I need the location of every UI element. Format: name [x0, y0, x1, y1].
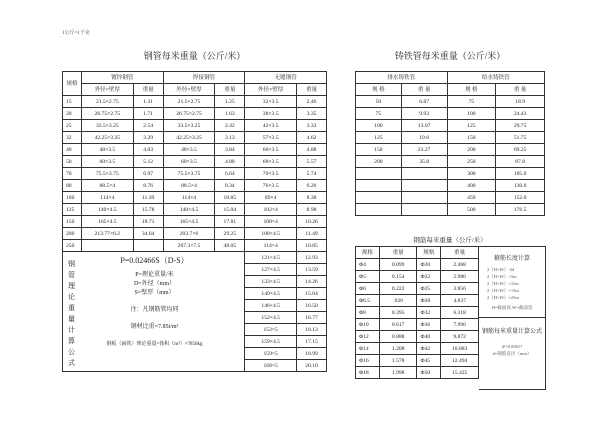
table-row [356, 271, 479, 283]
galv-weight: 34.64 [133, 228, 163, 240]
seamless-weight: 15.04 [297, 288, 327, 300]
weld-outer: 48×3.5 [163, 144, 215, 156]
rebar-weight: 2.468 [441, 259, 479, 271]
empty-cell [356, 180, 402, 192]
spec: 32 [63, 132, 82, 144]
galv-weight: 1.31 [133, 96, 163, 108]
weld-weight: 3.13 [215, 132, 245, 144]
seamless-weight: 8.98 [297, 204, 327, 216]
rebar-spec: Φ12 [356, 331, 380, 343]
table-row [63, 240, 327, 252]
empty-cell [356, 192, 402, 204]
weld-outer: 75.5×3.75 [163, 168, 215, 180]
supply-spec: 500 [447, 204, 496, 216]
galv-outer: 60×3.5 [81, 156, 133, 168]
calc-legend: d=钢筋直径（mm） [492, 351, 532, 356]
weld-outer: 88.5×4 [163, 180, 215, 192]
rebar-weight: 0.222 [379, 283, 417, 295]
supply-spec: 100 [447, 108, 496, 120]
supply-spec: 150 [447, 132, 496, 144]
seamless-weight: 3.33 [297, 120, 327, 132]
col-spec: 规 格 [447, 84, 496, 96]
spec: 20 [63, 108, 82, 120]
weld-weight: 15.04 [215, 204, 245, 216]
galv-weight: 11.39 [133, 192, 163, 204]
col-spec: 规格 [417, 247, 441, 259]
seamless-outer: 140×4.5 [245, 288, 297, 300]
rebar-spec: Φ20 [417, 259, 441, 271]
supply-spec: 75 [447, 96, 496, 108]
galv-outer: 75.5×3.75 [81, 168, 133, 180]
seamless-outer: 152×4.5 [245, 312, 297, 324]
seamless-outer: 108×4.5 [245, 228, 297, 240]
seamless-weight: 4.88 [297, 144, 327, 156]
seamless-outer: 146×4.5 [245, 300, 297, 312]
supply-weight: 176.5 [496, 204, 545, 216]
seamless-outer: 70×3.5 [245, 168, 297, 180]
galv-outer: 26.75×2.75 [81, 108, 133, 120]
rebar-weight: 0.888 [379, 331, 417, 343]
seamless-weight: 5.74 [297, 168, 327, 180]
table-row [356, 259, 479, 271]
spec: 70 [63, 168, 82, 180]
supply-weight: 29.75 [496, 120, 545, 132]
table-row [356, 295, 479, 307]
rebar-weight: 4.837 [441, 295, 479, 307]
weld-weight: 1.63 [215, 108, 245, 120]
rebar-spec: Φ16 [356, 355, 380, 367]
hoop-title: 箍筋长度计算 [493, 256, 530, 262]
galv-outer: 48×3.5 [81, 144, 133, 156]
drain-weight: 23.27 [401, 144, 447, 156]
hoop-line: 2（H+W）+5m [487, 274, 517, 279]
rebar-table [355, 246, 479, 379]
rebar-weight: 12.494 [441, 355, 479, 367]
table-row [356, 204, 545, 216]
table-row [356, 319, 479, 331]
supply-spec: 300 [447, 168, 496, 180]
table-row [356, 283, 479, 295]
seamless-weight: 2.46 [297, 96, 327, 108]
galv-weight [133, 240, 163, 252]
table-row [356, 307, 479, 319]
weld-outer: 60×3.5 [163, 156, 215, 168]
galv-weight: 5.12 [133, 156, 163, 168]
rebar-title: 钢筋每米重量（公斤/米） [413, 237, 487, 244]
spec: 15 [63, 96, 82, 108]
supply-spec: 200 [447, 144, 496, 156]
galv-outer [81, 240, 133, 252]
table-row [63, 96, 327, 108]
seamless-weight: 6.26 [297, 180, 327, 192]
galv-outer: 42.25×3.25 [81, 132, 133, 144]
table-row [63, 180, 327, 192]
formula: P=0.02466S（D-S） [120, 255, 189, 265]
supply-weight: 24.43 [496, 108, 545, 120]
spec: 150 [63, 216, 82, 228]
table-row [356, 108, 545, 120]
seamless-outer: 89×4 [245, 192, 297, 204]
weld-weight: 29.25 [215, 228, 245, 240]
seamless-outer: 159×4.5 [245, 336, 297, 348]
table-row [356, 343, 479, 355]
col-weight: 重量 [441, 247, 479, 259]
rebar-weight: 1.208 [379, 343, 417, 355]
legend-d: D=外径（mm） [133, 280, 176, 287]
steel-title: 钢管每米重量（公斤/米） [143, 51, 246, 61]
drain-spec: 125 [356, 132, 402, 144]
seamless-weight: 11.49 [297, 228, 327, 240]
rebar-spec: Φ14 [356, 343, 380, 355]
seamless-outer: 102×4 [245, 204, 297, 216]
supply-weight: 69.25 [496, 144, 545, 156]
supply-spec: 400 [447, 180, 496, 192]
table-row [356, 192, 545, 204]
weld-weight: 48.05 [215, 240, 245, 252]
table-row [356, 156, 545, 168]
group-drain: 排水铸铁管 [356, 72, 448, 84]
calc-title: 钢筋每米重量计算公式 [481, 329, 542, 335]
seamless-outer: 114×4 [245, 240, 297, 252]
empty-cell [401, 192, 447, 204]
table-row [63, 108, 327, 120]
weld-outer: 33.5×3.25 [163, 120, 215, 132]
table-row [63, 192, 327, 204]
group-seamless: 无缝钢管 [245, 72, 327, 84]
empty-cell [401, 204, 447, 216]
weld-outer: 21.5×2.75 [163, 96, 215, 108]
spec: 25 [63, 120, 82, 132]
supply-weight: 105.0 [496, 168, 545, 180]
seamless-outer: 133×4.5 [245, 276, 297, 288]
supply-weight: 87.8 [496, 156, 545, 168]
table-row [63, 228, 327, 240]
seamless-weight: 12.93 [297, 252, 327, 264]
seamless-weight: 4.62 [297, 132, 327, 144]
drain-spec: 50 [356, 96, 402, 108]
seamless-outer: 168×5 [245, 360, 297, 372]
supply-spec: 125 [447, 120, 496, 132]
supply-weight: 51.75 [496, 132, 545, 144]
rebar-spec: Φ8 [356, 307, 380, 319]
drain-spec: 150 [356, 144, 402, 156]
seamless-weight: 17.15 [297, 336, 327, 348]
seamless-weight: 10.85 [297, 240, 327, 252]
seamless-weight: 16.50 [297, 300, 327, 312]
rebar-weight: 6.318 [441, 307, 479, 319]
supply-weight: 130.0 [496, 180, 545, 192]
seamless-outer: 57×3.5 [245, 132, 297, 144]
rebar-weight: 10.883 [441, 343, 479, 355]
spec: 250 [63, 240, 82, 252]
drain-spec: 200 [356, 156, 402, 168]
table-row [356, 180, 545, 192]
rebar-weight: 3.856 [441, 283, 479, 295]
weld-weight: 6.64 [215, 168, 245, 180]
spec: 125 [63, 204, 82, 216]
cast-title: 铸铁管每米重量（公斤/米） [394, 51, 506, 61]
rebar-spec: Φ5 [356, 271, 380, 283]
legend-s: S=壁厚（mm） [134, 289, 175, 296]
galv-outer: 114×4 [81, 192, 133, 204]
weld-outer: 42.25×3.25 [163, 132, 215, 144]
col-weight: 重 量 [401, 84, 447, 96]
drain-weight: 13.07 [401, 120, 447, 132]
col-weight: 重 量 [496, 84, 545, 96]
seamless-outer: 121×4.5 [245, 252, 297, 264]
rebar-spec: Φ18 [356, 367, 380, 379]
empty-cell [401, 168, 447, 180]
spec: 40 [63, 144, 82, 156]
rebar-spec: Φ42 [417, 343, 441, 355]
galv-outer: 213.77×6.2 [81, 228, 133, 240]
galv-outer: 88.5×4 [81, 180, 133, 192]
table-row [63, 132, 327, 144]
rebar-weight: 0.617 [379, 319, 417, 331]
galv-outer: 33.5×3.25 [81, 120, 133, 132]
galv-weight: 6.97 [133, 168, 163, 180]
rebar-spec: Φ4 [356, 259, 380, 271]
seamless-weight: 3.35 [297, 108, 327, 120]
weld-weight: 17.81 [215, 216, 245, 228]
seamless-weight: 18.99 [297, 348, 327, 360]
rebar-spec: Φ50 [417, 367, 441, 379]
calc-formula: d²×0.00617 [501, 344, 523, 349]
drain-weight: 6.87 [401, 96, 447, 108]
drain-spec: 75 [356, 108, 402, 120]
seamless-weight: 16.77 [297, 312, 327, 324]
seamless-outer: 60×3.5 [245, 144, 297, 156]
weld-outer: 140×4.5 [163, 204, 215, 216]
unit-note: 1公斤=1千克 [62, 31, 90, 36]
seamless-weight: 13.59 [297, 264, 327, 276]
rebar-weight: 1.998 [379, 367, 417, 379]
rebar-spec: Φ25 [417, 283, 441, 295]
seamless-weight: 18.13 [297, 324, 327, 336]
group-welded: 焊接钢管 [163, 72, 245, 84]
hoop-line: 2（H+W）-2d [487, 267, 515, 272]
col-weight: 重量 [379, 247, 417, 259]
galv-weight: 3.29 [133, 132, 163, 144]
empty-cell [401, 180, 447, 192]
supply-weight: 152.0 [496, 192, 545, 204]
rebar-spec: Φ10 [356, 319, 380, 331]
group-galvanized: 镀锌钢管 [81, 72, 163, 84]
supply-weight: 18.9 [496, 96, 545, 108]
weld-weight: 1.25 [215, 96, 245, 108]
weld-weight: 2.42 [215, 120, 245, 132]
rebar-weight: 0.395 [379, 307, 417, 319]
galv-outer: 140×4.5 [81, 204, 133, 216]
table-row [63, 144, 327, 156]
legend-p: P=理论重量/米 [135, 271, 174, 278]
seamless-outer: 159×5 [245, 348, 297, 360]
galv-weight: 1.71 [133, 108, 163, 120]
spec-header: 规格 [63, 72, 82, 96]
hoop-line: 2（H+W）+13m [487, 288, 519, 293]
cast-iron-table [355, 71, 545, 216]
weld-weight: 3.84 [215, 144, 245, 156]
group-supply: 给水铸铁管 [447, 72, 545, 84]
table-row [356, 355, 479, 367]
drain-weight: 35.8 [401, 156, 447, 168]
table-row [356, 96, 545, 108]
col-spec: 规 格 [356, 84, 402, 96]
col-spec: 规格 [356, 247, 380, 259]
col-outer: 外径×壁厚 [163, 84, 215, 96]
rebar-spec: Φ40 [417, 331, 441, 343]
seamless-outer: 152×5 [245, 324, 297, 336]
spec: 50 [63, 156, 82, 168]
seamless-outer: 76×3.5 [245, 180, 297, 192]
rebar-weight: 1.578 [379, 355, 417, 367]
seamless-outer: 68×3.5 [245, 156, 297, 168]
supply-spec: 250 [447, 156, 496, 168]
table-row [356, 168, 545, 180]
col-outer: 外径×壁厚 [245, 84, 297, 96]
seamless-outer: 32×3.5 [245, 96, 297, 108]
galv-weight: 18.71 [133, 216, 163, 228]
plate-formula: 钢板（扁铁）理论重量=体积（m³）×7850kg [106, 341, 203, 347]
formula-block [63, 252, 245, 372]
drain-spec: 100 [356, 120, 402, 132]
rebar-weight: .026 [379, 295, 417, 307]
table-row [63, 216, 327, 228]
seamless-weight: 20.10 [297, 360, 327, 372]
seamless-weight: 8.38 [297, 192, 327, 204]
weld-outer: 26.75×2.75 [163, 108, 215, 120]
table-row [356, 144, 545, 156]
hoop-line: 2（H+W）+11m [487, 281, 519, 286]
rebar-spec: Φ28 [417, 295, 441, 307]
rebar-weight: 9.872 [441, 331, 479, 343]
spec: 200 [63, 228, 82, 240]
weld-weight: 8.34 [215, 180, 245, 192]
seamless-outer: 42×3.5 [245, 120, 297, 132]
supply-spec: 450 [447, 192, 496, 204]
seamless-weight: 14.26 [297, 276, 327, 288]
rebar-spec: Φ6 [356, 283, 380, 295]
rebar-spec: Φ32 [417, 307, 441, 319]
spec: 100 [63, 192, 82, 204]
weld-outer: 165×4.5 [163, 216, 215, 228]
rebar-weight: 2.986 [441, 271, 479, 283]
table-row [356, 120, 545, 132]
weld-outer: 114×4 [163, 192, 215, 204]
galv-outer: 21.5×2.75 [81, 96, 133, 108]
weld-outer: 267.3×7.5 [163, 240, 215, 252]
table-row [63, 168, 327, 180]
drain-weight: 19.6 [401, 132, 447, 144]
galv-weight: 15.78 [133, 204, 163, 216]
galv-weight: 8.76 [133, 180, 163, 192]
seamless-outer: 127×4.5 [245, 264, 297, 276]
table-row [63, 156, 327, 168]
table-row [356, 331, 479, 343]
table-row [356, 367, 479, 379]
weld-outer: 203.7×6 [163, 228, 215, 240]
weld-weight: 10.85 [215, 192, 245, 204]
hoop-note: H=截面高 W=截面宽 [491, 305, 533, 310]
rebar-spec: Φ22 [417, 271, 441, 283]
seamless-outer: 108×4 [245, 216, 297, 228]
spec: 80 [63, 180, 82, 192]
rebar-spec: Φ45 [417, 355, 441, 367]
col-outer: 外径×壁厚 [81, 84, 133, 96]
galv-weight: 2.54 [133, 120, 163, 132]
rebar-spec: Φ36 [417, 319, 441, 331]
galv-outer: 165×4.5 [81, 216, 133, 228]
seamless-weight: 10.26 [297, 216, 327, 228]
calc-label: 钢管理论重量计算公式 [67, 259, 76, 370]
table-row [356, 132, 545, 144]
rebar-weight: 0.154 [379, 271, 417, 283]
table-row [63, 120, 327, 132]
empty-cell [356, 204, 402, 216]
seamless-outer: 38×3.5 [245, 108, 297, 120]
col-weight: 重量 [215, 84, 245, 96]
density: 钢材比重=7.85t/m³ [130, 323, 179, 330]
rebar-weight: 7.996 [441, 319, 479, 331]
col-weight: 重量 [133, 84, 163, 96]
seamless-weight: 5.57 [297, 156, 327, 168]
rebar-weight: 15.425 [441, 367, 479, 379]
hoop-line: 2（H+W）+25m [487, 295, 519, 300]
table-row [63, 204, 327, 216]
weld-weight: 4.88 [215, 156, 245, 168]
rebar-side-panel [479, 246, 546, 390]
note-unit: 注：凡钢筋管均同 [130, 306, 179, 313]
rebar-weight: 0.099 [379, 259, 417, 271]
rebar-spec: Φ6.5 [356, 295, 380, 307]
col-weight: 重量 [297, 84, 327, 96]
galv-weight: 4.03 [133, 144, 163, 156]
drain-weight: 9.93 [401, 108, 447, 120]
empty-cell [356, 168, 402, 180]
